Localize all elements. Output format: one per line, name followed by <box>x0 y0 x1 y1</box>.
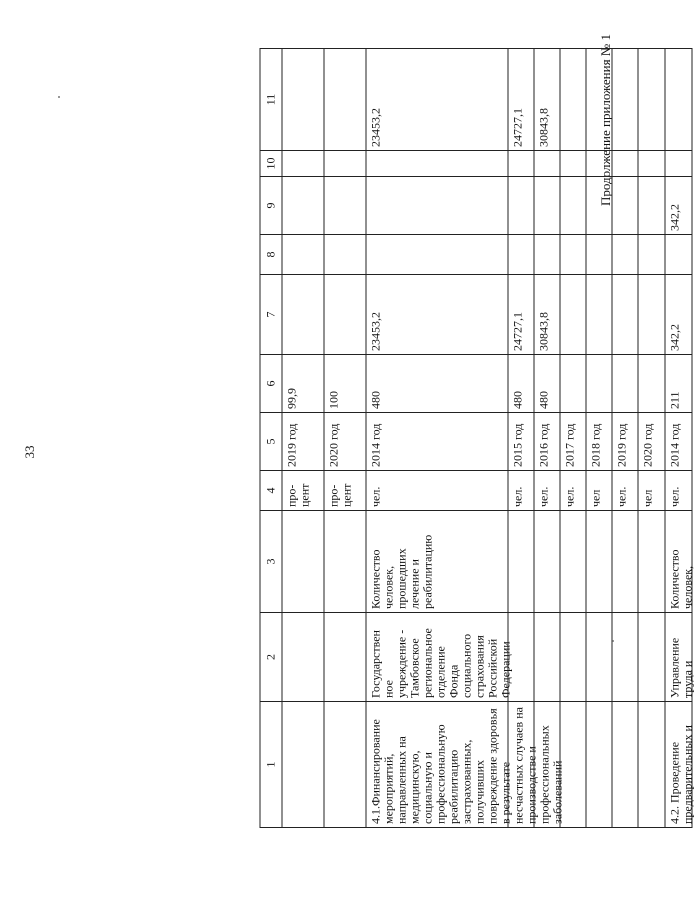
table-cell <box>586 177 612 235</box>
column-number-cell: 9 <box>260 177 282 235</box>
column-number-cell: 6 <box>260 355 282 413</box>
table-cell <box>612 275 638 355</box>
table-header-row <box>260 48 282 828</box>
table-row <box>612 48 638 828</box>
table-cell: 30843,8 <box>534 48 560 151</box>
table-cell <box>508 613 534 702</box>
column-number-cell: 11 <box>260 48 282 151</box>
table-cell <box>282 702 324 828</box>
table-cell: 2019 год <box>282 413 324 471</box>
table-cell <box>508 151 534 177</box>
table-cell <box>560 511 586 613</box>
table-cell: чел. <box>366 471 508 511</box>
column-number-cell: 2 <box>260 613 282 702</box>
table-cell <box>324 151 366 177</box>
table-cell <box>560 151 586 177</box>
table-cell: 24727,1 <box>508 48 534 151</box>
table-cell: 480 <box>534 355 560 413</box>
table-cell <box>586 511 612 613</box>
table-cell <box>612 177 638 235</box>
table-cell <box>282 48 324 151</box>
table-row <box>282 48 324 828</box>
table-cell <box>586 613 612 702</box>
table-cell <box>324 613 366 702</box>
table-cell: чел <box>586 471 612 511</box>
table-cell: 2018 год <box>586 413 612 471</box>
table-cell: 4.1.Финансирование мероприятий, направленных на медицинскую, социальную и профессиональную реабилитацию застрахованных, получивших повреждение здоровья в результате несчастных случаев на производстве и профессиональных заболеваний <box>366 702 508 828</box>
table-row <box>534 48 560 828</box>
table-row <box>665 48 693 828</box>
table-cell <box>324 511 366 613</box>
table-cell <box>560 613 586 702</box>
table-cell <box>665 235 693 275</box>
table-cell <box>586 48 612 151</box>
table-cell <box>324 275 366 355</box>
table-cell <box>282 613 324 702</box>
table-cell: Управление труда и <box>665 613 693 702</box>
table-cell <box>560 235 586 275</box>
table-cell <box>638 613 665 702</box>
table-cell <box>638 702 665 828</box>
table-cell: 342,2 <box>665 177 693 235</box>
table-cell: 480 <box>366 355 508 413</box>
scan-speck <box>612 640 614 642</box>
table-cell <box>560 702 586 828</box>
table-cell <box>612 511 638 613</box>
table-cell <box>534 235 560 275</box>
table-cell <box>560 275 586 355</box>
table-cell <box>508 511 534 613</box>
column-number-cell: 4 <box>260 471 282 511</box>
table-cell <box>638 355 665 413</box>
table-cell: 4.2. Проведение предварительных и <box>665 702 693 828</box>
page-number: 33 <box>22 445 37 459</box>
table-cell <box>324 48 366 151</box>
column-number-cell: 7 <box>260 275 282 355</box>
table-cell: чел. <box>665 471 693 511</box>
column-number-cell: 1 <box>260 702 282 828</box>
table-cell <box>282 235 324 275</box>
table-cell <box>324 235 366 275</box>
table-cell <box>586 702 612 828</box>
table-cell <box>560 355 586 413</box>
table-cell <box>586 235 612 275</box>
table-row <box>508 48 534 828</box>
table-cell: 342,2 <box>665 275 693 355</box>
table-cell: 2019 год <box>612 413 638 471</box>
table-cell <box>366 177 508 235</box>
column-number-cell: 8 <box>260 235 282 275</box>
table-row <box>638 48 665 828</box>
table-cell: чел. <box>534 471 560 511</box>
appendix-continuation-note: Продолжение приложения № 1 <box>598 34 613 206</box>
table-cell <box>282 511 324 613</box>
table-row <box>324 48 366 828</box>
table-cell <box>324 702 366 828</box>
table-cell <box>534 702 560 828</box>
table-cell: 211 <box>665 355 693 413</box>
table-cell <box>612 151 638 177</box>
table-cell: 2014 год <box>366 413 508 471</box>
table-cell: 100 <box>324 355 366 413</box>
table-cell <box>508 702 534 828</box>
table-cell <box>638 275 665 355</box>
table-cell: 23453,2 <box>366 275 508 355</box>
table-cell: 2016 год <box>534 413 560 471</box>
table-cell: 2020 год <box>324 413 366 471</box>
table-cell <box>638 151 665 177</box>
table-cell: чел. <box>508 471 534 511</box>
scan-speck <box>58 96 60 98</box>
table-cell <box>665 151 693 177</box>
table-cell <box>534 151 560 177</box>
table-cell <box>560 48 586 151</box>
table-cell <box>560 177 586 235</box>
table-row <box>586 48 612 828</box>
table-cell <box>612 48 638 151</box>
table-cell <box>612 235 638 275</box>
table-cell <box>534 613 560 702</box>
table-cell <box>586 151 612 177</box>
table-cell: 30843,8 <box>534 275 560 355</box>
table-cell <box>665 48 693 151</box>
table-cell: чел <box>638 471 665 511</box>
table-cell <box>638 235 665 275</box>
table-cell: 2015 год <box>508 413 534 471</box>
table-cell: 2020 год <box>638 413 665 471</box>
table-cell <box>324 177 366 235</box>
table-cell <box>586 355 612 413</box>
table-cell: чел. <box>560 471 586 511</box>
table-cell <box>534 511 560 613</box>
table-cell <box>586 275 612 355</box>
table-cell <box>508 235 534 275</box>
table-cell <box>612 613 638 702</box>
table-cell <box>612 355 638 413</box>
table-cell <box>638 177 665 235</box>
table-cell: Количество человек, прошедших лечение и реабилитацию <box>366 511 508 613</box>
table-cell <box>638 48 665 151</box>
table-cell <box>638 511 665 613</box>
table-cell: 23453,2 <box>366 48 508 151</box>
table-cell: 24727,1 <box>508 275 534 355</box>
column-number-cell: 5 <box>260 413 282 471</box>
table-cell <box>612 702 638 828</box>
table-cell: 99,9 <box>282 355 324 413</box>
table-cell: Количество человек, <box>665 511 693 613</box>
table-cell <box>282 275 324 355</box>
table-cell: про- цент <box>282 471 324 511</box>
table-row <box>560 48 586 828</box>
table-cell: 2017 год <box>560 413 586 471</box>
table-cell <box>282 177 324 235</box>
table-cell: чел. <box>612 471 638 511</box>
table-cell <box>508 177 534 235</box>
column-number-cell: 3 <box>260 511 282 613</box>
table-cell <box>366 235 508 275</box>
table-cell <box>366 151 508 177</box>
table-cell: 480 <box>508 355 534 413</box>
table-cell: 2014 год <box>665 413 693 471</box>
appendix-table <box>260 48 695 828</box>
table-cell <box>534 177 560 235</box>
table-cell <box>282 151 324 177</box>
table-cell: про- цент <box>324 471 366 511</box>
column-number-cell: 10 <box>260 151 282 177</box>
table-cell: Государствен ное учреждение - Тамбовское региональное отделение Фонда социального страхования Российской Федерации <box>366 613 508 702</box>
